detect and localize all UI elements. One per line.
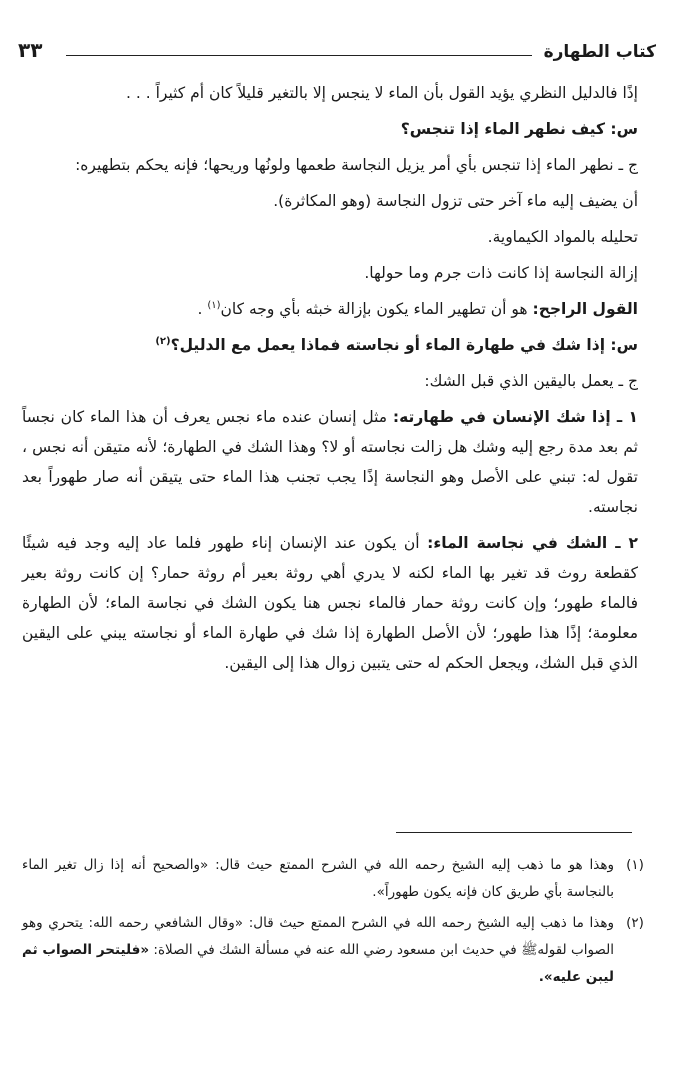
main-text [22,78,656,684]
page-header [18,32,656,62]
footnote-number: (٢) [626,915,644,931]
preferred-opinion-label: القول الراجح: [532,300,638,318]
section-doubt-impurity [22,528,656,678]
section-doubt-purity-label: ١ ـ إذا شك الإنسان في طهارته: [392,408,638,426]
section-doubt-purity [22,402,656,522]
preferred-opinion-text: هو أن تطهير الماء يكون بإزالة خبثه بأي وجه كان [220,300,528,318]
book-title: كتاب الطهارة [543,42,656,62]
preferred-opinion-end: . [197,300,203,318]
method-remove-substance: إزالة النجاسة إذا كانت ذات جرم وما حولها. [364,264,638,282]
method-chemicals: تحليله بالمواد الكيماوية. [487,228,638,246]
question-purify-water: س: كيف نطهر الماء إذا تنجس؟ [400,120,638,138]
question-doubt-text: س: إذا شك في طهارة الماء أو نجاسته فماذا يعمل مع الدليل؟ [170,336,638,354]
footnote-2 [22,910,656,991]
footnote-number: (١) [626,857,644,873]
answer-doubt: ج ـ يعمل باليقين الذي قبل الشك: [424,372,638,390]
footnote-1 [22,852,656,906]
preferred-opinion [22,294,656,324]
footnote-hadith-quote: «فليتحر الصواب ثم ليبن عليه». [22,942,614,985]
footnote-ref-1[interactable]: (١) [207,299,221,311]
paragraph-conclusion: إذًا فالدليل النظري يؤيد القول بأن الماء لا ينجس إلا بالتغير قليلاً كان أم كثيراً . . . [126,84,638,102]
footnote-text-main: وهذا ما ذهب إليه الشيخ رحمه الله في الشرح الممتع حيث قال: «وقال الشافعي رحمه الله: يتحري وهو الصواب لقولهﷺ في حديث ابن مسعود رضي الله عنه في مسألة الشك في الصلاة: [22,915,614,958]
answer-purify-water: ج ـ نطهر الماء إذا تنجس بأي أمر يزيل النجاسة طعمها ولونُها وريحها؛ فإنه يحكم بتطهيره: [75,156,638,174]
footnote-text [22,910,614,991]
footnote-ref-2[interactable]: (٢) [155,335,171,347]
method-mukathara: أن يضيف إليه ماء آخر حتى تزول النجاسة (وهو المكاثرة). [273,192,638,210]
footnote-separator [396,832,632,833]
section-doubt-purity-text: مثل إنسان عنده ماء نجس يعرف أن هذا الماء كان نجساً ثم بعد مدة رجع إليه وشك هل زالت نجاسته أو لا؟ وهذا الشك في الطهارة؛ لأنه متيقن أنه نجس ، تقول له: تبني على الأصل وهو النجاسة إذًا يجب تجنب هذا الماء حتى يتيقن أنه صار طهوراً بعد نجاسته. [22,408,638,516]
header-rule [66,55,531,56]
section-doubt-impurity-label: ٢ ـ الشك في نجاسة الماء: [427,534,638,552]
question-doubt [22,330,656,360]
section-doubt-impurity-text: أن يكون عند الإنسان إناء طهور فلما عاد إليه وجد فيه شيئًا كقطعة روث قد تغير بها الماء لكنه لا يدري أهي روثة بعير أم روثة حمار؟ إن كانت روثة بعير فالماء طهور؛ وإن كانت روثة حمار فالماء نجس هنا يكون الشك في نجاسة الماء؛ لأن الطهارة معلومة؛ إذًا هذا طهور؛ لأن الأصل الطهارة إذا شك في طهارة الماء أو نجاسته يبني على اليقين الذي قبل الشك، ويجعل الحكم له حتى يتبين زوال هذا إلى اليقين. [22,534,638,672]
footnotes [22,852,656,995]
footnote-text: وهذا هو ما ذهب إليه الشيخ رحمه الله في الشرح الممتع حيث قال: «والصحيح أنه إذا زال تغير الماء بالنجاسة بأي طريق كان فإنه يكون طهوراً». [22,857,614,900]
page-number: ٣٣ [18,38,43,62]
